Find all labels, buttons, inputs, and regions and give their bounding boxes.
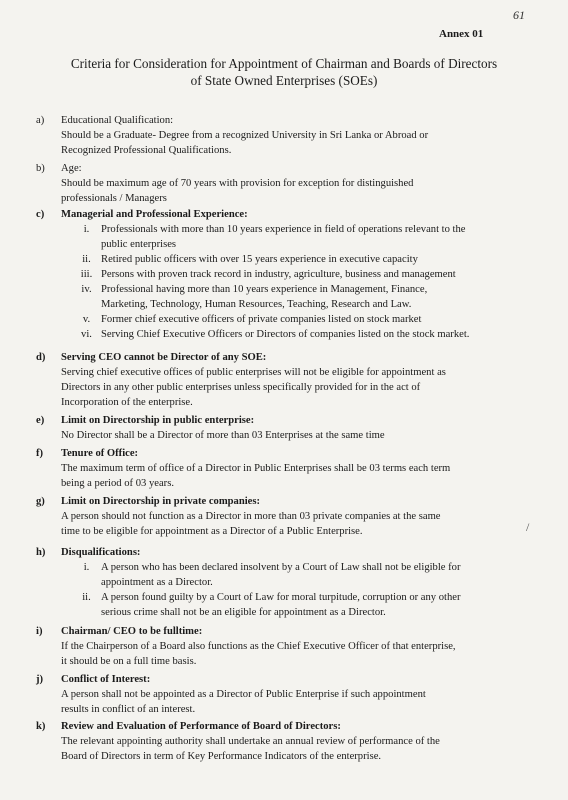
list-number: vi. (81, 329, 92, 340)
list-item (72, 327, 544, 342)
document-title (20, 55, 548, 89)
section-letter: a) (36, 115, 45, 126)
body-line: The relevant appointing authority shall undertake an annual review of performance of the (61, 736, 440, 747)
section-i (36, 624, 544, 669)
section-letter: j) (36, 674, 44, 685)
list-item (72, 590, 544, 620)
section-letter: g) (36, 496, 45, 507)
item-line: Persons with proven track record in industry, agriculture, business and management (101, 269, 456, 280)
section-heading: Limit on Directorship in public enterprise: (61, 415, 255, 426)
body-line: A person shall not be appointed as a Director of Public Enterprise if such appointment (61, 689, 426, 700)
body-line: being a period of 03 years. (61, 478, 174, 489)
body-line: The maximum term of office of a Director in Public Enterprises shall be 03 terms each term (61, 463, 451, 474)
body-line: Directors in any other public enterprises unless specifically provided for in the act of (61, 382, 421, 393)
list-item (72, 312, 544, 327)
section-g (36, 494, 544, 539)
section-body (61, 461, 544, 491)
section-heading: Managerial and Professional Experience: (61, 209, 248, 220)
section-c (36, 207, 544, 342)
body-line: time to be eligible for appointment as a Director of a Public Enterprise. (61, 526, 363, 537)
item-line: Retired public officers with over 15 years experience in executive capacity (101, 254, 418, 265)
section-letter: c) (36, 209, 45, 220)
section-body (61, 176, 544, 206)
section-heading: Limit on Directorship in private companies: (61, 496, 261, 507)
page-number: 61 (513, 8, 525, 22)
item-line: Professionals with more than 10 years experience in field of operations relevant to the (101, 224, 466, 235)
body-line: No Director shall be a Director of more than 03 Enterprises at the same time (61, 430, 385, 441)
item-line: Former chief executive officers of private companies listed on stock market (101, 314, 422, 325)
section-letter: b) (36, 163, 45, 174)
list-item (72, 282, 544, 312)
section-heading: Review and Evaluation of Performance of Board of Directors: (61, 721, 341, 732)
section-letter: k) (36, 721, 46, 732)
body-line: Serving chief executive offices of public enterprises will not be eligible for appointment as (61, 367, 446, 378)
section-k (36, 719, 544, 764)
section-f (36, 446, 544, 491)
section-letter: f) (36, 448, 44, 459)
section-body (61, 365, 544, 410)
list-number: i. (83, 224, 90, 235)
body-line: it should be on a full time basis. (61, 656, 197, 667)
item-line: appointment as a Director. (101, 577, 213, 588)
item-line: serious crime shall not be an eligible for appointment as a Director. (101, 607, 386, 618)
section-a (36, 113, 544, 158)
section-body (61, 128, 544, 158)
section-heading: Educational Qualification: (61, 115, 174, 126)
section-heading: Age: (61, 163, 82, 174)
title-line-2: of State Owned Enterprises (SOEs) (190, 73, 378, 88)
section-letter: h) (36, 547, 46, 558)
section-body (61, 509, 544, 539)
section-letter: d) (36, 352, 46, 363)
body-line: Recognized Professional Qualifications. (61, 145, 232, 156)
item-line: Professional having more than 10 years experience in Management, Finance, (101, 284, 428, 295)
body-line: results in conflict of an interest. (61, 704, 196, 715)
section-h (36, 545, 544, 620)
body-line: Should be a Graduate- Degree from a recognized University in Sri Lanka or Abroad or (61, 130, 429, 141)
disqualifications-list (72, 560, 544, 620)
section-body (61, 428, 544, 443)
list-number: iii. (80, 269, 93, 280)
section-body (61, 734, 544, 764)
body-line: Incorporation of the enterprise. (61, 397, 193, 408)
item-line: A person who has been declared insolvent by a Court of Law shall not be eligible for (101, 562, 461, 573)
list-number: v. (82, 314, 91, 325)
section-b (36, 161, 544, 206)
body-line: Board of Directors in term of Key Performance Indicators of the enterprise. (61, 751, 382, 762)
handwritten-tick-mark: / (526, 520, 530, 534)
list-item (72, 267, 544, 282)
section-body (61, 639, 544, 669)
item-line: Serving Chief Executive Officers or Directors of companies listed on the stock market. (101, 329, 470, 340)
annex-label: Annex 01 (439, 28, 484, 40)
list-number: i. (83, 562, 90, 573)
list-item (72, 252, 544, 267)
section-heading: Tenure of Office: (61, 448, 139, 459)
section-heading: Serving CEO cannot be Director of any SOE: (61, 352, 267, 363)
list-item (72, 222, 544, 252)
section-j (36, 672, 544, 717)
list-number: ii. (82, 592, 91, 603)
section-d (36, 350, 544, 410)
experience-list (72, 222, 544, 342)
body-line: Should be maximum age of 70 years with provision for exception for distinguished (61, 178, 414, 189)
section-heading: Disqualifications: (61, 547, 141, 558)
item-line: Marketing, Technology, Human Resources, Teaching, Research and Law. (101, 299, 412, 310)
body-line: A person should not function as a Director in more than 03 private companies at the same (61, 511, 441, 522)
section-body (61, 687, 544, 717)
body-line: If the Chairperson of a Board also functions as the Chief Executive Officer of that enterprise, (61, 641, 456, 652)
section-e (36, 413, 544, 443)
list-number: ii. (82, 254, 91, 265)
list-number: iv. (81, 284, 92, 295)
section-letter: e) (36, 415, 45, 426)
body-line: professionals / Managers (61, 193, 167, 204)
list-item (72, 560, 544, 590)
item-line: A person found guilty by a Court of Law for moral turpitude, corruption or any other (101, 592, 461, 603)
section-letter: i) (36, 626, 43, 637)
title-line-1: Criteria for Consideration for Appointment of Chairman and Boards of Directors (70, 56, 498, 71)
item-line: public enterprises (101, 239, 177, 250)
section-heading: Chairman/ CEO to be fulltime: (61, 626, 203, 637)
section-heading: Conflict of Interest: (61, 674, 151, 685)
